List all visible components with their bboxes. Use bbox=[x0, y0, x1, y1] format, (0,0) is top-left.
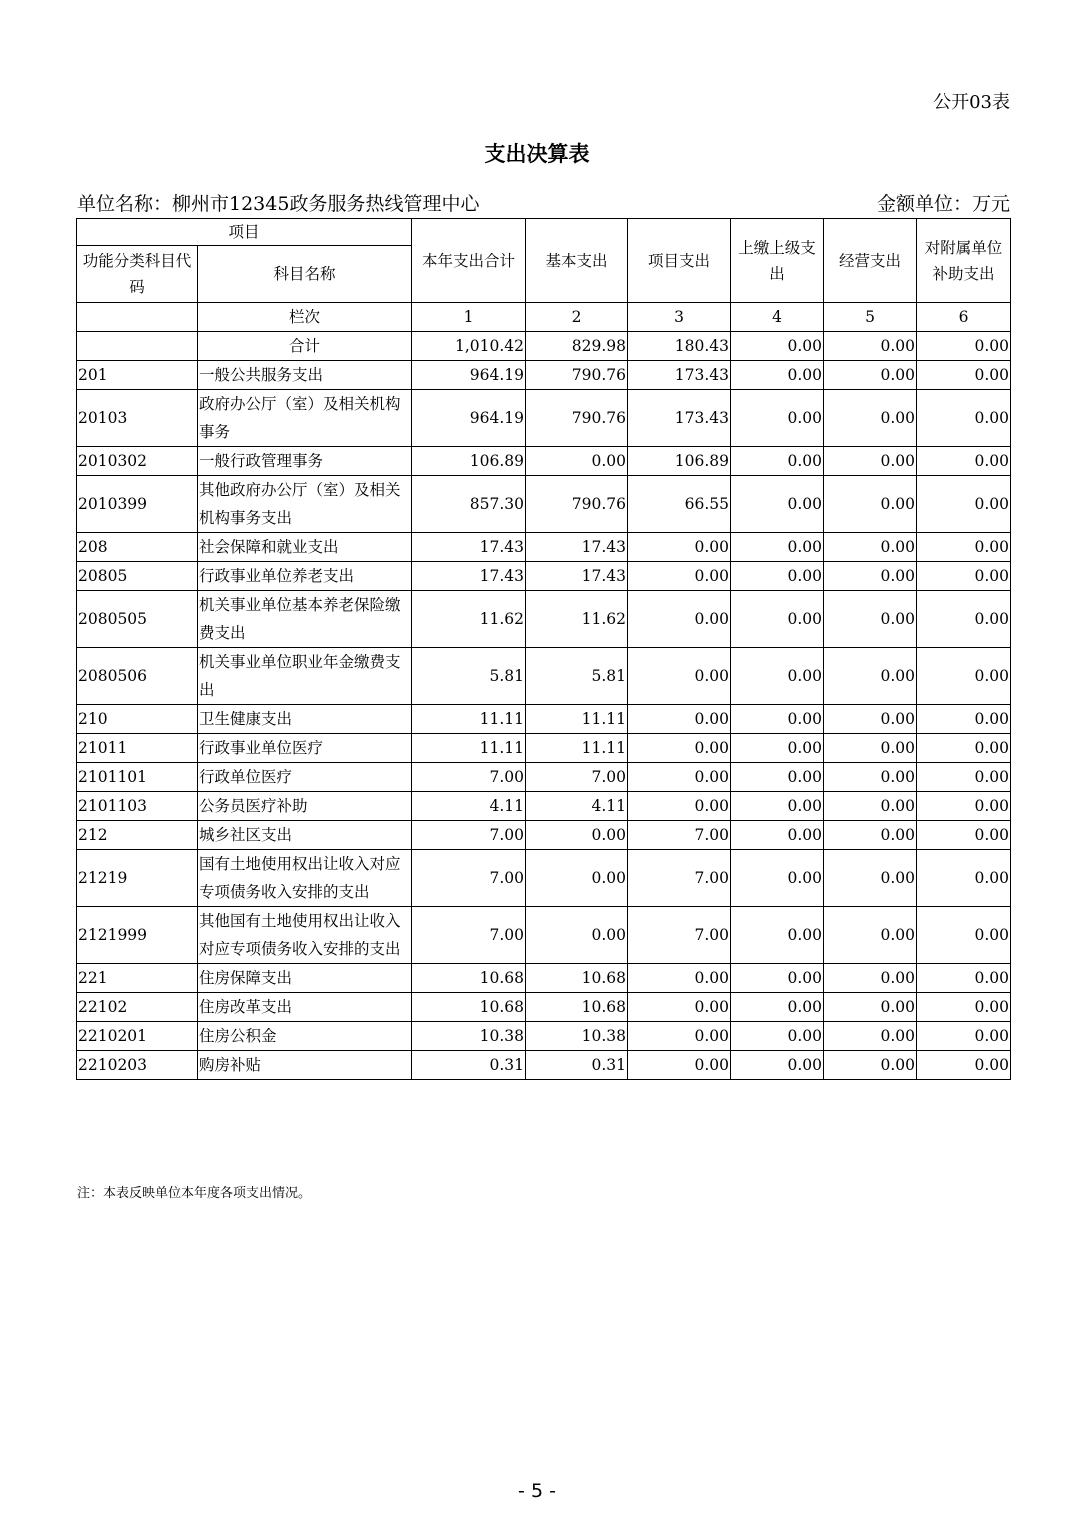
row-name: 机关事业单位基本养老保险缴费支出 bbox=[198, 591, 412, 648]
row-code: 2010399 bbox=[77, 476, 198, 533]
row-value: 0.00 bbox=[917, 390, 1011, 447]
row-value: 0.00 bbox=[824, 1022, 917, 1051]
row-value: 7.00 bbox=[526, 763, 628, 792]
row-value: 0.00 bbox=[731, 390, 824, 447]
table-note: 注：本表反映单位本年度各项支出情况。 bbox=[77, 1186, 312, 1201]
row-value: 4.11 bbox=[526, 792, 628, 821]
table-row bbox=[77, 763, 1011, 792]
row-value: 790.76 bbox=[526, 361, 628, 390]
row-value: 0.00 bbox=[824, 705, 917, 734]
header-col-basic: 基本支出 bbox=[526, 219, 628, 303]
row-value: 17.43 bbox=[526, 533, 628, 562]
row-value: 0.00 bbox=[731, 1022, 824, 1051]
row-value: 10.38 bbox=[412, 1022, 526, 1051]
row-code: 201 bbox=[77, 361, 198, 390]
row-value: 0.00 bbox=[731, 591, 824, 648]
row-code: 21011 bbox=[77, 734, 198, 763]
index-row-label: 栏次 bbox=[198, 303, 412, 332]
row-code: 2010302 bbox=[77, 447, 198, 476]
row-value: 0.00 bbox=[628, 763, 731, 792]
row-value: 0.00 bbox=[917, 1051, 1011, 1080]
row-code: 210 bbox=[77, 705, 198, 734]
row-name: 其他政府办公厅（室）及相关机构事务支出 bbox=[198, 476, 412, 533]
row-name: 行政单位医疗 bbox=[198, 763, 412, 792]
row-value: 17.43 bbox=[412, 533, 526, 562]
row-value: 0.31 bbox=[412, 1051, 526, 1080]
row-value: 0.00 bbox=[917, 850, 1011, 907]
row-name: 住房公积金 bbox=[198, 1022, 412, 1051]
row-name: 行政事业单位医疗 bbox=[198, 734, 412, 763]
row-code: 2121999 bbox=[77, 907, 198, 964]
row-name: 公务员医疗补助 bbox=[198, 792, 412, 821]
header-code: 功能分类科目代码 bbox=[77, 246, 198, 303]
table-row bbox=[77, 447, 1011, 476]
row-name: 社会保障和就业支出 bbox=[198, 533, 412, 562]
header-project: 项目 bbox=[77, 219, 412, 246]
row-name: 机关事业单位职业年金缴费支出 bbox=[198, 648, 412, 705]
row-value: 0.00 bbox=[917, 447, 1011, 476]
row-value: 0.00 bbox=[824, 734, 917, 763]
row-value: 106.89 bbox=[412, 447, 526, 476]
header-col-subsidy: 对附属单位补助支出 bbox=[917, 219, 1011, 303]
row-code: 2210203 bbox=[77, 1051, 198, 1080]
row-value: 0.00 bbox=[628, 1022, 731, 1051]
row-value: 0.00 bbox=[628, 734, 731, 763]
row-code: 2101101 bbox=[77, 763, 198, 792]
row-value: 0.00 bbox=[917, 821, 1011, 850]
row-value: 0.00 bbox=[824, 648, 917, 705]
header-name: 科目名称 bbox=[198, 246, 412, 303]
row-name: 卫生健康支出 bbox=[198, 705, 412, 734]
row-value: 0.00 bbox=[731, 907, 824, 964]
row-value: 0.00 bbox=[917, 533, 1011, 562]
row-value: 7.00 bbox=[628, 907, 731, 964]
row-code: 20103 bbox=[77, 390, 198, 447]
row-value: 0.00 bbox=[824, 476, 917, 533]
table-row bbox=[77, 993, 1011, 1022]
row-value: 4.11 bbox=[412, 792, 526, 821]
row-value: 0.00 bbox=[917, 907, 1011, 964]
row-code: 20805 bbox=[77, 562, 198, 591]
row-code: 2080506 bbox=[77, 648, 198, 705]
row-value: 0.00 bbox=[917, 993, 1011, 1022]
row-value: 790.76 bbox=[526, 476, 628, 533]
row-value: 0.00 bbox=[824, 821, 917, 850]
row-value: 0.00 bbox=[731, 361, 824, 390]
total-value: 0.00 bbox=[731, 332, 824, 361]
row-value: 0.00 bbox=[628, 1051, 731, 1080]
row-code: 2080505 bbox=[77, 591, 198, 648]
page-number: - 5 - bbox=[518, 1480, 556, 1502]
row-value: 10.68 bbox=[526, 964, 628, 993]
header-row-1 bbox=[77, 219, 1011, 246]
index-row-code bbox=[77, 303, 198, 332]
index-row bbox=[77, 303, 1011, 332]
row-name: 一般公共服务支出 bbox=[198, 361, 412, 390]
row-value: 0.00 bbox=[731, 533, 824, 562]
col-index: 3 bbox=[628, 303, 731, 332]
row-value: 0.00 bbox=[917, 361, 1011, 390]
row-value: 0.00 bbox=[628, 648, 731, 705]
form-number: 公开03表 bbox=[933, 92, 1010, 113]
row-value: 10.68 bbox=[412, 964, 526, 993]
row-code: 212 bbox=[77, 821, 198, 850]
row-value: 0.00 bbox=[824, 850, 917, 907]
row-value: 0.00 bbox=[628, 705, 731, 734]
row-value: 0.00 bbox=[824, 964, 917, 993]
row-value: 10.68 bbox=[526, 993, 628, 1022]
table-row bbox=[77, 792, 1011, 821]
row-value: 0.00 bbox=[824, 591, 917, 648]
row-value: 0.00 bbox=[731, 792, 824, 821]
row-name: 住房改革支出 bbox=[198, 993, 412, 1022]
row-value: 0.00 bbox=[628, 792, 731, 821]
table-row bbox=[77, 705, 1011, 734]
header-col-business: 经营支出 bbox=[824, 219, 917, 303]
row-value: 11.11 bbox=[526, 734, 628, 763]
row-value: 0.00 bbox=[824, 390, 917, 447]
row-value: 173.43 bbox=[628, 390, 731, 447]
row-value: 0.00 bbox=[731, 734, 824, 763]
total-row bbox=[77, 332, 1011, 361]
row-value: 11.11 bbox=[412, 705, 526, 734]
page-title: 支出决算表 bbox=[484, 142, 590, 166]
row-value: 0.00 bbox=[731, 763, 824, 792]
expenditure-table bbox=[76, 218, 1011, 1080]
col-index: 5 bbox=[824, 303, 917, 332]
table-row bbox=[77, 390, 1011, 447]
col-index: 2 bbox=[526, 303, 628, 332]
row-value: 0.00 bbox=[731, 476, 824, 533]
row-value: 11.11 bbox=[526, 705, 628, 734]
row-value: 0.00 bbox=[628, 533, 731, 562]
total-label: 合计 bbox=[198, 332, 412, 361]
row-value: 0.00 bbox=[731, 821, 824, 850]
header-col-upper: 上缴上级支出 bbox=[731, 219, 824, 303]
row-value: 0.00 bbox=[731, 964, 824, 993]
table-row bbox=[77, 1051, 1011, 1080]
row-name: 行政事业单位养老支出 bbox=[198, 562, 412, 591]
row-value: 0.00 bbox=[731, 993, 824, 1022]
row-value: 7.00 bbox=[412, 850, 526, 907]
row-value: 857.30 bbox=[412, 476, 526, 533]
total-value: 829.98 bbox=[526, 332, 628, 361]
total-value: 0.00 bbox=[824, 332, 917, 361]
row-name: 政府办公厅（室）及相关机构事务 bbox=[198, 390, 412, 447]
row-value: 0.00 bbox=[917, 763, 1011, 792]
row-value: 0.00 bbox=[731, 447, 824, 476]
table-row bbox=[77, 964, 1011, 993]
table-row bbox=[77, 850, 1011, 907]
row-name: 住房保障支出 bbox=[198, 964, 412, 993]
total-value: 1,010.42 bbox=[412, 332, 526, 361]
row-code: 2101103 bbox=[77, 792, 198, 821]
row-name: 一般行政管理事务 bbox=[198, 447, 412, 476]
row-value: 0.00 bbox=[731, 1051, 824, 1080]
col-index: 1 bbox=[412, 303, 526, 332]
row-value: 5.81 bbox=[412, 648, 526, 705]
row-value: 7.00 bbox=[412, 821, 526, 850]
row-value: 173.43 bbox=[628, 361, 731, 390]
row-name: 购房补贴 bbox=[198, 1051, 412, 1080]
row-value: 0.00 bbox=[824, 447, 917, 476]
header-col-total: 本年支出合计 bbox=[412, 219, 526, 303]
row-value: 0.00 bbox=[731, 562, 824, 591]
row-value: 11.62 bbox=[526, 591, 628, 648]
row-value: 0.00 bbox=[917, 705, 1011, 734]
table-row bbox=[77, 648, 1011, 705]
total-row-code bbox=[77, 332, 198, 361]
row-value: 0.31 bbox=[526, 1051, 628, 1080]
row-value: 0.00 bbox=[526, 447, 628, 476]
row-code: 22102 bbox=[77, 993, 198, 1022]
total-value: 0.00 bbox=[917, 332, 1011, 361]
table-row bbox=[77, 821, 1011, 850]
amount-unit: 金额单位：万元 bbox=[876, 193, 1010, 215]
row-value: 0.00 bbox=[824, 533, 917, 562]
row-value: 7.00 bbox=[412, 907, 526, 964]
row-value: 17.43 bbox=[412, 562, 526, 591]
row-value: 0.00 bbox=[731, 648, 824, 705]
row-value: 11.11 bbox=[412, 734, 526, 763]
row-code: 208 bbox=[77, 533, 198, 562]
row-name: 城乡社区支出 bbox=[198, 821, 412, 850]
row-code: 2210201 bbox=[77, 1022, 198, 1051]
row-name: 国有土地使用权出让收入对应专项债务收入安排的支出 bbox=[198, 850, 412, 907]
row-value: 0.00 bbox=[526, 821, 628, 850]
table-row bbox=[77, 907, 1011, 964]
row-value: 7.00 bbox=[628, 850, 731, 907]
row-value: 0.00 bbox=[731, 705, 824, 734]
row-value: 964.19 bbox=[412, 361, 526, 390]
row-value: 0.00 bbox=[917, 1022, 1011, 1051]
row-value: 0.00 bbox=[824, 993, 917, 1022]
row-value: 0.00 bbox=[917, 792, 1011, 821]
row-value: 5.81 bbox=[526, 648, 628, 705]
row-value: 10.68 bbox=[412, 993, 526, 1022]
row-value: 106.89 bbox=[628, 447, 731, 476]
row-value: 790.76 bbox=[526, 390, 628, 447]
row-value: 7.00 bbox=[412, 763, 526, 792]
row-code: 21219 bbox=[77, 850, 198, 907]
row-value: 0.00 bbox=[628, 993, 731, 1022]
row-value: 17.43 bbox=[526, 562, 628, 591]
row-value: 0.00 bbox=[824, 1051, 917, 1080]
row-value: 0.00 bbox=[917, 964, 1011, 993]
row-value: 0.00 bbox=[824, 562, 917, 591]
table-row bbox=[77, 734, 1011, 763]
row-value: 0.00 bbox=[917, 562, 1011, 591]
row-value: 0.00 bbox=[917, 591, 1011, 648]
row-value: 0.00 bbox=[628, 562, 731, 591]
row-value: 0.00 bbox=[628, 964, 731, 993]
row-value: 0.00 bbox=[917, 648, 1011, 705]
row-code: 221 bbox=[77, 964, 198, 993]
table-row bbox=[77, 533, 1011, 562]
row-value: 0.00 bbox=[824, 763, 917, 792]
row-value: 66.55 bbox=[628, 476, 731, 533]
row-value: 0.00 bbox=[526, 907, 628, 964]
row-value: 10.38 bbox=[526, 1022, 628, 1051]
col-index: 6 bbox=[917, 303, 1011, 332]
row-value: 0.00 bbox=[731, 850, 824, 907]
table-row bbox=[77, 591, 1011, 648]
table-row bbox=[77, 1022, 1011, 1051]
row-value: 0.00 bbox=[824, 907, 917, 964]
total-value: 180.43 bbox=[628, 332, 731, 361]
row-value: 0.00 bbox=[917, 734, 1011, 763]
unit-name: 单位名称：柳州市12345政务服务热线管理中心 bbox=[77, 193, 480, 215]
row-value: 7.00 bbox=[628, 821, 731, 850]
row-name: 其他国有土地使用权出让收入对应专项债务收入安排的支出 bbox=[198, 907, 412, 964]
header-col-project: 项目支出 bbox=[628, 219, 731, 303]
row-value: 11.62 bbox=[412, 591, 526, 648]
row-value: 0.00 bbox=[628, 591, 731, 648]
row-value: 964.19 bbox=[412, 390, 526, 447]
table-row bbox=[77, 562, 1011, 591]
row-value: 0.00 bbox=[526, 850, 628, 907]
row-value: 0.00 bbox=[824, 361, 917, 390]
row-value: 0.00 bbox=[917, 476, 1011, 533]
col-index: 4 bbox=[731, 303, 824, 332]
table-row bbox=[77, 476, 1011, 533]
table-row bbox=[77, 361, 1011, 390]
row-value: 0.00 bbox=[824, 792, 917, 821]
